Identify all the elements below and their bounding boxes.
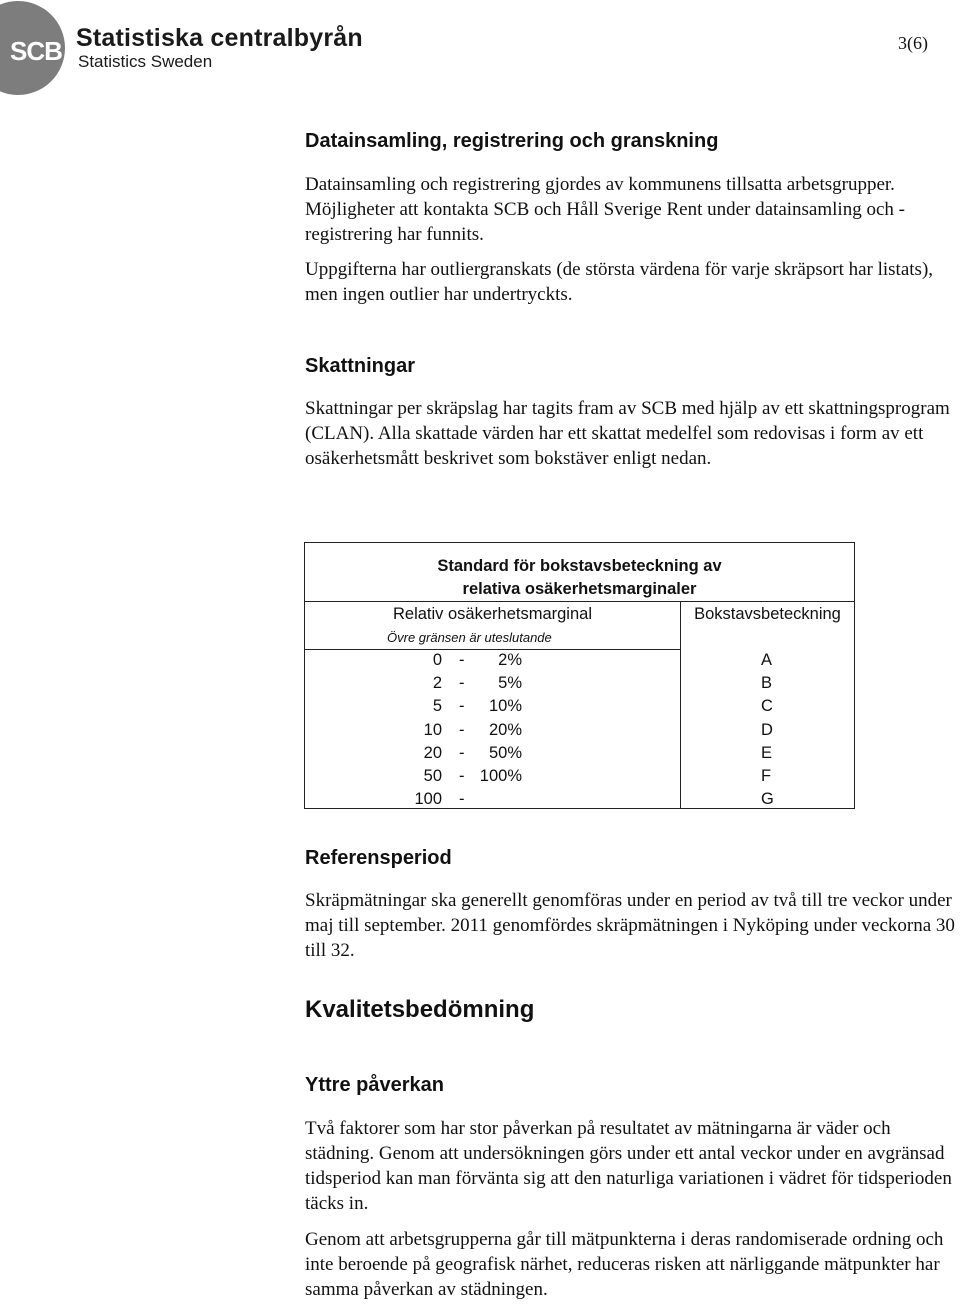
letter-code: G xyxy=(761,790,774,809)
table-title-line2: relativa osäkerhetsmarginaler xyxy=(462,580,697,598)
table-title-line1: Standard för bokstavsbeteckning av xyxy=(437,557,722,575)
table-row xyxy=(305,651,854,674)
range-dash: - xyxy=(459,766,465,785)
letter-code: F xyxy=(761,766,772,785)
paragraph-datainsamling-1: Datainsamling och registrering gjordes av kommunens tillsatta arbetsgrupper. Möjligheter att kontakta SCB och Håll Sverige Rent under datainsamling och -registrering har funnits. xyxy=(305,174,905,245)
paragraph-datainsamling-2: Uppgifterna har outliergranskats (de största värdena för varje skräpsort har listats), men ingen outlier har undertryckts. xyxy=(305,259,934,305)
range-high: 50% xyxy=(488,743,522,762)
range-low: 2 xyxy=(432,674,442,693)
scb-logo xyxy=(0,0,66,96)
range-dash: - xyxy=(459,743,465,762)
range-dash: - xyxy=(459,697,465,716)
letter-code: E xyxy=(761,743,773,762)
letter-code: D xyxy=(761,720,773,739)
heading-skattningar: Skattningar xyxy=(305,355,416,377)
uncertainty-table xyxy=(304,542,855,809)
table-row xyxy=(305,790,854,813)
paragraph-yttre-paverkan-1: Två faktorer som har stor påverkan på resultatet av mätningarna är väder och städning. Genom att undersökningen görs under ett antal veckor under en avgränsad tidsperiod kan man förvänta sig att den naturliga variationen i vädret för tidsperioden täcks in. xyxy=(305,1118,952,1214)
range-low: 0 xyxy=(432,651,442,669)
table-header-note: Övre gränsen är uteslutande xyxy=(387,630,552,645)
range-high: 5% xyxy=(498,674,522,693)
range-high: 20% xyxy=(488,720,522,739)
table-divider xyxy=(305,649,680,650)
paragraph-yttre-paverkan-2: Genom att arbetsgrupperna går till mätpunkterna i deras randomiserade ordning och inte beroende på geografisk närhet, reduceras risken att närliggande mätpunkter har samma påverkan av städningen. xyxy=(305,1229,944,1300)
table-row xyxy=(305,767,854,790)
page-number: 3(6) xyxy=(898,33,928,53)
letter-code: C xyxy=(761,697,773,716)
range-low: 50 xyxy=(423,766,442,785)
table-row xyxy=(305,744,854,767)
letter-code: B xyxy=(761,674,773,693)
range-dash: - xyxy=(459,790,465,809)
range-dash: - xyxy=(459,674,465,693)
table-body xyxy=(305,651,854,813)
table-header-margin: Relativ osäkerhetsmarginal xyxy=(392,605,592,623)
range-low: 20 xyxy=(423,743,442,762)
table-row xyxy=(305,721,854,744)
heading-kvalitetsbedomning: Kvalitetsbedömning xyxy=(305,996,535,1023)
table-header-letter: Bokstavsbeteckning xyxy=(694,605,841,623)
range-high: 2% xyxy=(498,651,522,669)
letter-code: A xyxy=(761,651,773,669)
range-high: 10% xyxy=(488,697,522,716)
heading-datainsamling: Datainsamling, registrering och granskning xyxy=(305,130,719,152)
range-low: 100 xyxy=(414,790,442,809)
org-name: Statistiska centralbyrån xyxy=(76,24,363,52)
table-row xyxy=(305,674,854,697)
heading-referensperiod: Referensperiod xyxy=(305,847,452,869)
range-low: 10 xyxy=(423,720,442,739)
table-divider xyxy=(305,601,854,602)
table-row xyxy=(305,697,854,720)
org-name-english: Statistics Sweden xyxy=(78,52,213,71)
range-high: 100% xyxy=(479,766,522,785)
table-title xyxy=(305,555,854,601)
range-dash: - xyxy=(459,651,465,669)
range-dash: - xyxy=(459,720,465,739)
paragraph-skattningar: Skattningar per skräpslag har tagits fram av SCB med hjälp av ett skattningsprogram (CLAN). Alla skattade värden har ett skattat medelfel som redovisas i form av ett osäkerhetsmått beskrivet som bokstäver enligt nedan. xyxy=(305,398,950,469)
scb-logo-text: SCB xyxy=(10,36,62,66)
paragraph-referensperiod: Skräpmätningar ska generellt genomföras under en period av två till tre veckor under maj till september. 2011 genomfördes skräpmätningen i Nyköping under veckorna 30 till 32. xyxy=(305,890,955,961)
heading-yttre-paverkan: Yttre påverkan xyxy=(305,1074,444,1096)
range-low: 5 xyxy=(432,697,442,716)
